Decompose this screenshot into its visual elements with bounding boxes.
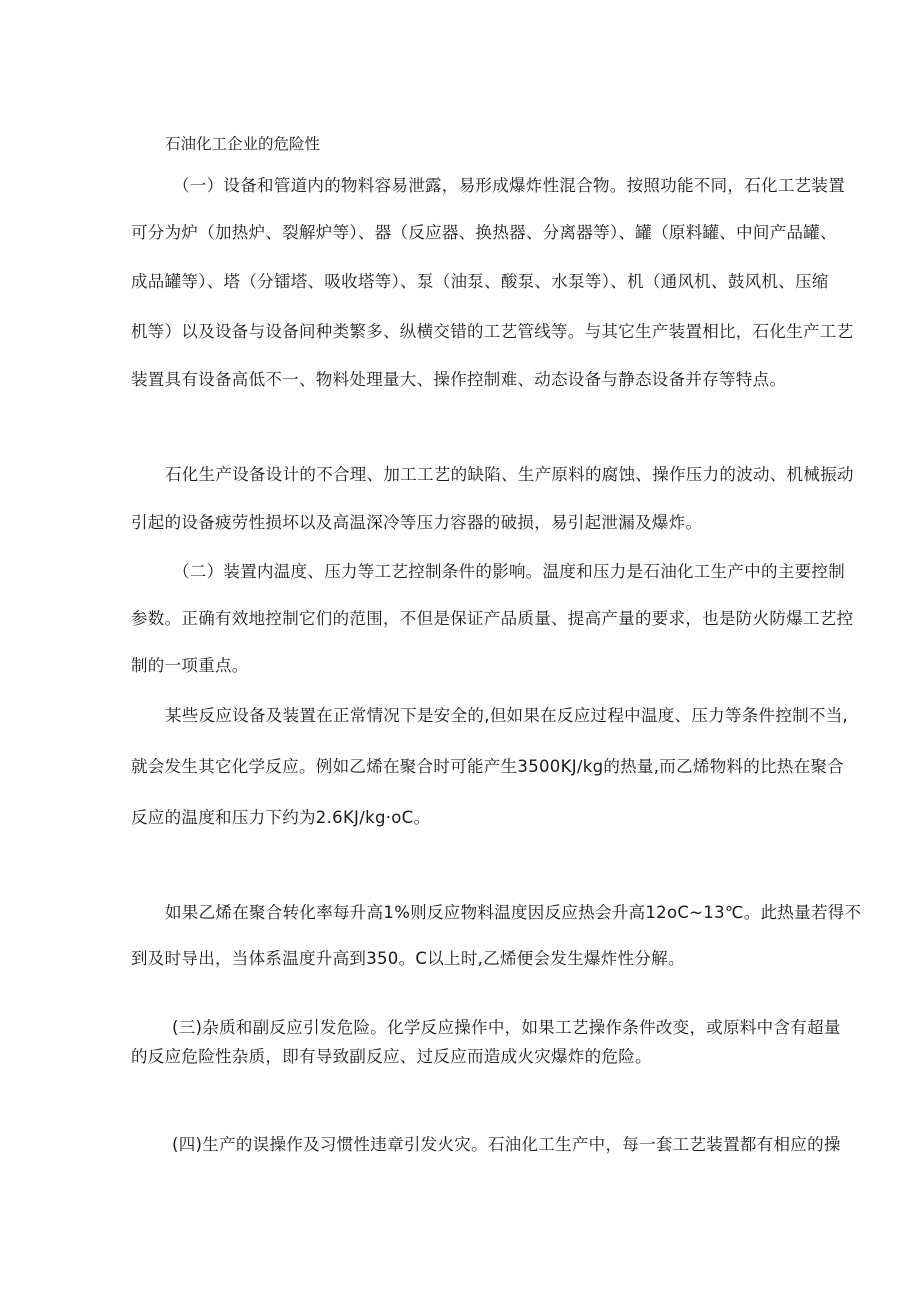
paragraph-line: (三)杂质和副反应引发危险。化学反应操作中，如果工艺操作条件改变，或原料中含有超量 bbox=[172, 1018, 841, 1037]
paragraph-line: （二）装置内温度、压力等工艺控制条件的影响。温度和压力是石油化工生产中的主要控制 bbox=[173, 562, 845, 581]
paragraph-line: （一）设备和管道内的物料容易泄露，易形成爆炸性混合物。按照功能不同，石化工艺装置 bbox=[173, 176, 845, 195]
paragraph-line: 引起的设备疲劳性损坏以及高温深冷等压力容器的破损，易引起泄漏及爆炸。 bbox=[131, 513, 703, 532]
paragraph-line: 成品罐等）、塔（分镭塔、吸收塔等）、泵（油泵、酸泵、水泵等）、机（通风机、鼓风机、压缩 bbox=[131, 272, 829, 291]
paragraph-line: 的反应危险性杂质，即有导致副反应、过反应而造成火灾爆炸的危险。 bbox=[131, 1047, 652, 1066]
paragraph-line: 就会发生其它化学反应。例如乙烯在聚合时可能产生3500KJ∕kg的热量,而乙烯物料的比热在聚合 bbox=[131, 757, 845, 776]
paragraph-line: 装置具有设备高低不一、物料处理量大、操作控制难、动态设备与静态设备并存等特点。 bbox=[131, 370, 787, 389]
paragraph-line: 石化生产设备设计的不合理、加工工艺的缺陷、生产原料的腐蚀、操作压力的波动、机械振动 bbox=[165, 465, 854, 484]
paragraph-line: 到及时导出，当体系温度升高到350。C以上时,乙烯便会发生爆炸性分解。 bbox=[131, 949, 685, 968]
paragraph-line: (四)生产的误操作及习惯性违章引发火灾。石油化工生产中，每一套工艺装置都有相应的操 bbox=[172, 1135, 841, 1154]
paragraph-line: 可分为炉（加热炉、裂解炉等）、器（反应器、换热器、分离器等）、罐（原料罐、中间产品罐、 bbox=[131, 223, 837, 242]
paragraph-line: 某些反应设备及装置在正常情况下是安全的,但如果在反应过程中温度、压力等条件控制不当, bbox=[165, 706, 849, 725]
paragraph-line: 参数。正确有效地控制它们的范围，不但是保证产品质量、提高产量的要求，也是防火防爆工艺控 bbox=[131, 609, 854, 628]
paragraph-line: 机等）以及设备与设备间种类繁多、纵横交错的工艺管线等。与其它生产装置相比，石化生产工艺 bbox=[131, 322, 854, 341]
paragraph-line: 如果乙烯在聚合转化率每升高1%则反应物料温度因反应热会升高12oC~13℃。此热量若得不 bbox=[165, 903, 862, 922]
paragraph-line: 制的一项重点。 bbox=[131, 656, 249, 675]
document-title: 石油化工企业的危险性 bbox=[165, 135, 321, 153]
paragraph-line: 反应的温度和压力下约为2.6KJ∕kg·oC。 bbox=[131, 808, 431, 827]
